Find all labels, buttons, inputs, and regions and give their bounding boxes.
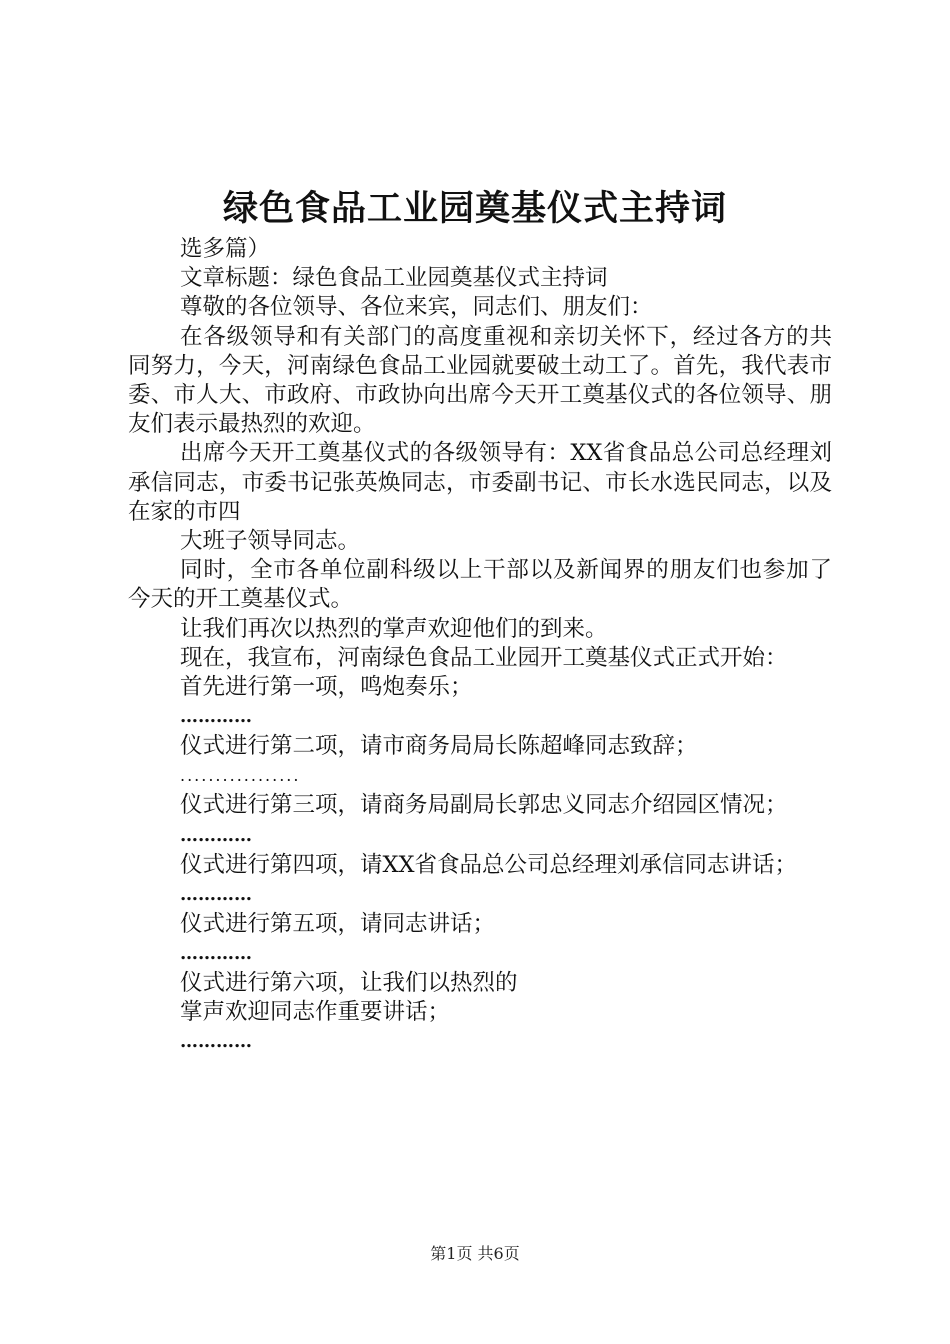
agenda-item-5: 仪式进行第五项，请同志讲话； [180, 910, 496, 937]
agenda-item-3: 仪式进行第三项，请商务局副局长郭忠义同志介绍园区情况； [180, 792, 788, 819]
page-number-footer: 第1页 共6页 [430, 1244, 520, 1263]
paragraph-announcement: 现在，我宣布，河南绿色食品工业园开工奠基仪式正式开始： [180, 644, 788, 671]
paragraph-article-title: 文章标题：绿色食品工业园奠基仪式主持词 [180, 265, 608, 292]
agenda-item-1: 首先进行第一项，鸣炮奏乐； [180, 674, 473, 701]
ellipsis-separator: ................. [180, 766, 301, 786]
ellipsis-separator: ………… [180, 706, 252, 728]
paragraph-opening: 在各级领导和有关部门的高度重视和亲切关怀下，经过各方的共同努力，今天，河南绿色食品工业园就要破土动工了。首先，我代表市委、市人大、市政府、市政协向出席今天开工奠基仪式的各位领导、朋友们表示最热烈的欢迎。 [128, 323, 832, 438]
ellipsis-separator: ………… [180, 824, 252, 846]
paragraph-leaders-continued: 大班子领导同志。 [180, 528, 361, 555]
paragraph-salutation: 尊敬的各位领导、各位来宾，同志们、朋友们： [180, 294, 653, 321]
ellipsis-separator: ………… [180, 883, 252, 905]
document-body [128, 235, 832, 1057]
ellipsis-separator: ………… [180, 1031, 252, 1053]
document-title: 绿色食品工业园奠基仪式主持词 [222, 189, 727, 229]
paragraph-subtitle-fragment: 选多篇） [180, 236, 271, 262]
agenda-item-6-continued: 掌声欢迎同志作重要讲话； [180, 999, 451, 1026]
agenda-item-6: 仪式进行第六项，让我们以热烈的 [180, 970, 518, 997]
paragraph-attendees: 同时，全市各单位副科级以上干部以及新闻界的朋友们也参加了今天的开工奠基仪式。 [128, 557, 832, 613]
agenda-item-4: 仪式进行第四项，请XX省食品总公司总经理刘承信同志讲话； [180, 851, 798, 878]
paragraph-welcome: 让我们再次以热烈的掌声欢迎他们的到来。 [180, 615, 608, 642]
agenda-item-2: 仪式进行第二项，请市商务局局长陈超峰同志致辞； [180, 733, 698, 760]
ellipsis-separator: ………… [180, 943, 252, 965]
paragraph-attending-leaders: 出席今天开工奠基仪式的各级领导有：XX省食品总公司总经理刘承信同志，市委书记张英焕同志，市委副书记、市长水选民同志，以及在家的市四 [128, 440, 832, 525]
